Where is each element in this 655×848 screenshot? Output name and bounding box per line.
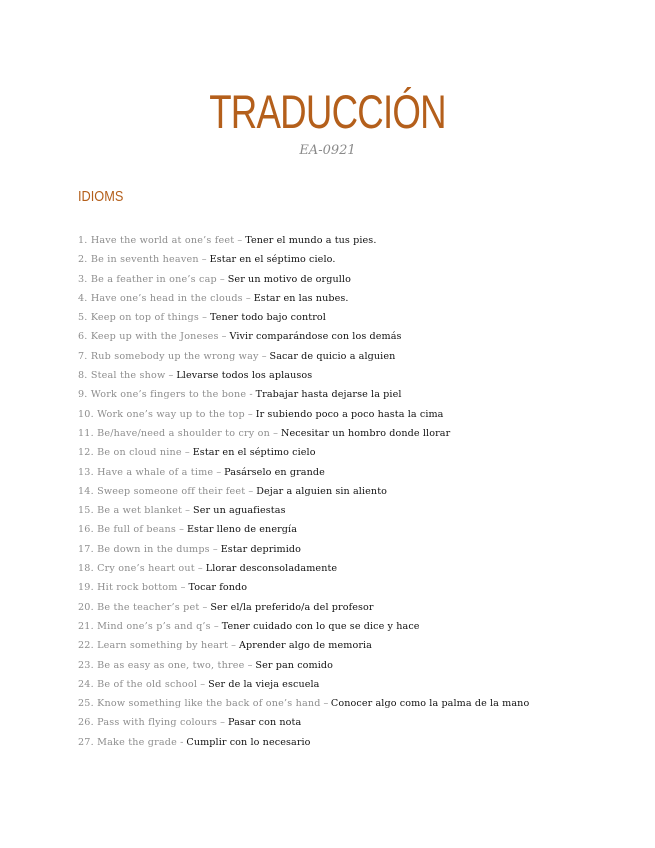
list-item — [78, 713, 529, 732]
document-code: EA-0921 — [299, 143, 356, 158]
idiom-english-text: Have the world at one’s feet — [90, 235, 235, 246]
idiom-english — [78, 698, 321, 709]
idiom-number: 19. — [78, 582, 94, 594]
idiom-number: 17. — [78, 543, 94, 555]
idiom-number: 6. — [78, 331, 88, 343]
list-item — [78, 578, 529, 597]
idiom-english — [78, 370, 165, 381]
idiom-english-text: Be as easy as one, two, three — [97, 659, 245, 671]
idiom-english-text: Work one’s way up to the top — [97, 408, 245, 420]
idiom-number: 2. — [78, 254, 88, 266]
idiom-spanish: Sacar de quicio a alguien — [269, 350, 396, 362]
idiom-english — [78, 331, 219, 342]
idiom-spanish: Vivir comparándose con los demás — [229, 331, 402, 343]
list-item — [78, 405, 529, 424]
idiom-spanish: Llorar desconsoladamente — [205, 563, 338, 575]
idiom-separator: – — [197, 678, 209, 690]
list-item — [78, 443, 529, 462]
idiom-english-text: Keep on top of things — [90, 312, 200, 324]
idiom-separator: – — [234, 235, 246, 246]
idiom-english — [78, 524, 176, 535]
list-item — [78, 694, 529, 713]
idiom-english — [78, 563, 195, 574]
idiom-spanish: Estar en las nubes. — [253, 292, 349, 304]
idiom-separator: – — [181, 447, 193, 459]
idiom-separator: – — [176, 524, 187, 536]
idiom-spanish: Tener todo bajo control — [209, 312, 326, 324]
idiom-english-text: Have one’s head in the clouds — [90, 292, 243, 304]
idiom-english-text: Pass with flying colours — [97, 717, 218, 729]
idiom-english-text: Work one’s fingers to the bone — [90, 389, 247, 401]
idiom-number: 25. — [78, 698, 94, 710]
idiom-number: 9. — [78, 389, 88, 401]
idiom-separator: – — [218, 331, 230, 343]
list-item — [78, 540, 529, 559]
idiom-separator: - — [246, 389, 256, 401]
idiom-spanish: Llevarse todos los aplausos — [176, 370, 313, 382]
idiom-separator: – — [217, 717, 228, 729]
idiom-separator: – — [209, 543, 221, 555]
idiom-english — [78, 582, 178, 593]
idiom-separator: - — [177, 736, 187, 748]
idiom-number: 23. — [78, 659, 94, 671]
idiom-number: 12. — [78, 447, 94, 459]
idiom-separator: – — [177, 582, 189, 594]
list-item — [78, 270, 529, 289]
idiom-english-text: Keep up with the Joneses — [90, 331, 219, 343]
idiom-separator: – — [244, 408, 256, 420]
idiom-english-text: Sweep someone off their feet — [97, 485, 246, 497]
idiom-spanish: Ser el/la preferido/a del profesor — [210, 601, 374, 613]
idiom-english-text: Learn something by heart — [97, 640, 229, 652]
idiom-separator: – — [258, 350, 270, 362]
list-item — [78, 598, 529, 617]
idiom-english — [78, 544, 210, 555]
idiom-english — [78, 621, 211, 632]
idiom-spanish: Trabajar hasta dejarse la piel — [255, 389, 402, 401]
list-item — [78, 347, 529, 366]
idiom-number: 7. — [78, 350, 88, 362]
idiom-english-text: Be a wet blanket — [97, 505, 183, 517]
idiom-number: 5. — [78, 312, 88, 324]
idiom-spanish: Pasar con nota — [227, 717, 302, 729]
idiom-number: 18. — [78, 563, 94, 575]
idiom-spanish: Ir subiendo poco a poco hasta la cima — [255, 408, 444, 420]
idiom-separator: – — [228, 640, 239, 652]
idiom-separator: – — [242, 292, 254, 304]
idiom-spanish: Estar lleno de energía — [186, 524, 298, 536]
idiom-english — [78, 447, 182, 458]
list-item — [78, 308, 529, 327]
idiom-separator: – — [194, 563, 206, 575]
page-title: TRADUCCIÓN — [209, 85, 446, 138]
idiom-english-text: Be the teacher’s pet — [97, 601, 200, 613]
idiom-number: 13. — [78, 466, 94, 478]
idiom-separator: – — [245, 485, 257, 497]
idiom-english — [78, 737, 177, 748]
idiom-english-text: Steal the show — [90, 370, 166, 382]
list-item — [78, 385, 529, 404]
idiom-english — [78, 428, 270, 439]
list-item — [78, 289, 529, 308]
list-item — [78, 559, 529, 578]
idiom-separator: – — [199, 312, 210, 324]
idiom-english — [78, 505, 182, 516]
idiom-english-text: Be of the old school — [97, 678, 198, 690]
idiom-list — [78, 231, 529, 752]
idiom-separator: – — [270, 427, 281, 439]
idiom-english — [78, 235, 234, 246]
idiom-spanish: Dejar a alguien sin aliento — [256, 485, 388, 497]
idiom-english — [78, 486, 245, 497]
list-item — [78, 463, 529, 482]
idiom-spanish: Pasárselo en grande — [224, 466, 325, 478]
idiom-separator: – — [182, 505, 194, 517]
list-item — [78, 327, 529, 346]
idiom-english — [78, 679, 197, 690]
idiom-number: 8. — [78, 370, 88, 382]
idiom-number: 22. — [78, 640, 94, 652]
idiom-english — [78, 389, 246, 400]
idiom-english-text: Be on cloud nine — [97, 447, 182, 459]
idiom-english — [78, 351, 259, 362]
idiom-number: 4. — [78, 292, 88, 304]
idiom-number: 10. — [78, 408, 94, 420]
idiom-english — [78, 254, 199, 265]
idiom-spanish: Tener cuidado con lo que se dice y hace — [221, 620, 420, 632]
list-item — [78, 424, 529, 443]
idiom-separator: – — [165, 370, 177, 382]
idiom-english — [78, 409, 245, 420]
list-item — [78, 482, 529, 501]
idiom-number: 20. — [78, 601, 94, 613]
idiom-spanish: Estar en el séptimo cielo — [192, 447, 316, 459]
idiom-spanish: Ser pan comido — [255, 659, 334, 671]
idiom-number: 26. — [78, 717, 94, 729]
idiom-english-text: Rub somebody up the wrong way — [90, 350, 259, 362]
idiom-english — [78, 640, 228, 651]
section-heading: IDIOMS — [78, 188, 124, 205]
idiom-separator: – — [198, 254, 210, 266]
idiom-english-text: Be in seventh heaven — [90, 254, 199, 266]
list-item — [78, 733, 529, 752]
idiom-english — [78, 293, 243, 304]
idiom-english-text: Be full of beans — [97, 524, 177, 536]
idiom-separator: – — [199, 601, 211, 613]
idiom-english-text: Make the grade — [97, 736, 178, 748]
idiom-number: 21. — [78, 620, 94, 632]
idiom-number: 27. — [78, 736, 94, 748]
idiom-separator: – — [216, 273, 228, 285]
list-item — [78, 250, 529, 269]
idiom-english-text: Cry one’s heart out — [97, 563, 195, 575]
idiom-separator: – — [213, 466, 225, 478]
idiom-spanish: Ser un motivo de orgullo — [227, 273, 351, 285]
idiom-spanish: Necesitar un hombro donde llorar — [280, 427, 451, 439]
idiom-english — [78, 660, 245, 671]
list-item — [78, 501, 529, 520]
idiom-spanish: Ser de la vieja escuela — [208, 678, 320, 690]
idiom-spanish: Ser un aguafiestas — [193, 505, 286, 517]
list-item — [78, 675, 529, 694]
idiom-spanish: Conocer algo como la palma de la mano — [330, 698, 530, 710]
idiom-separator: – — [210, 620, 222, 632]
idiom-english-text: Have a whale of a time — [97, 466, 214, 478]
idiom-number: 11. — [78, 427, 94, 439]
idiom-english — [78, 717, 217, 728]
idiom-number: 14. — [78, 485, 94, 497]
list-item — [78, 656, 529, 675]
list-item — [78, 366, 529, 385]
idiom-english-text: Be a feather in one’s cap — [90, 273, 217, 285]
list-item — [78, 231, 529, 250]
idiom-english-text: Mind one’s p’s and q’s — [97, 620, 211, 632]
idiom-spanish: Estar en el séptimo cielo. — [209, 254, 336, 266]
idiom-english — [78, 602, 199, 613]
idiom-spanish: Cumplir con lo necesario — [186, 736, 311, 748]
idiom-spanish: Tener el mundo a tus pies. — [245, 235, 377, 246]
idiom-number: 1. — [78, 235, 88, 246]
idiom-english — [78, 467, 213, 478]
list-item — [78, 520, 529, 539]
idiom-spanish: Aprender algo de memoria — [238, 640, 372, 652]
idiom-number: 3. — [78, 273, 88, 285]
list-item — [78, 636, 529, 655]
idiom-english-text: Hit rock bottom — [97, 582, 178, 594]
idiom-spanish: Tocar fondo — [188, 582, 248, 594]
idiom-number: 15. — [78, 505, 94, 517]
idiom-number: 24. — [78, 678, 94, 690]
list-item — [78, 617, 529, 636]
idiom-english-text: Be/have/need a shoulder to cry on — [97, 427, 271, 439]
idiom-english-text: Be down in the dumps — [97, 543, 210, 555]
idiom-english — [78, 274, 217, 285]
idiom-english — [78, 312, 199, 323]
idiom-separator: – — [320, 698, 331, 710]
idiom-number: 16. — [78, 524, 94, 536]
idiom-spanish: Estar deprimido — [220, 543, 302, 555]
idiom-english-text: Know something like the back of one’s hand — [97, 698, 321, 710]
idiom-separator: – — [244, 659, 256, 671]
